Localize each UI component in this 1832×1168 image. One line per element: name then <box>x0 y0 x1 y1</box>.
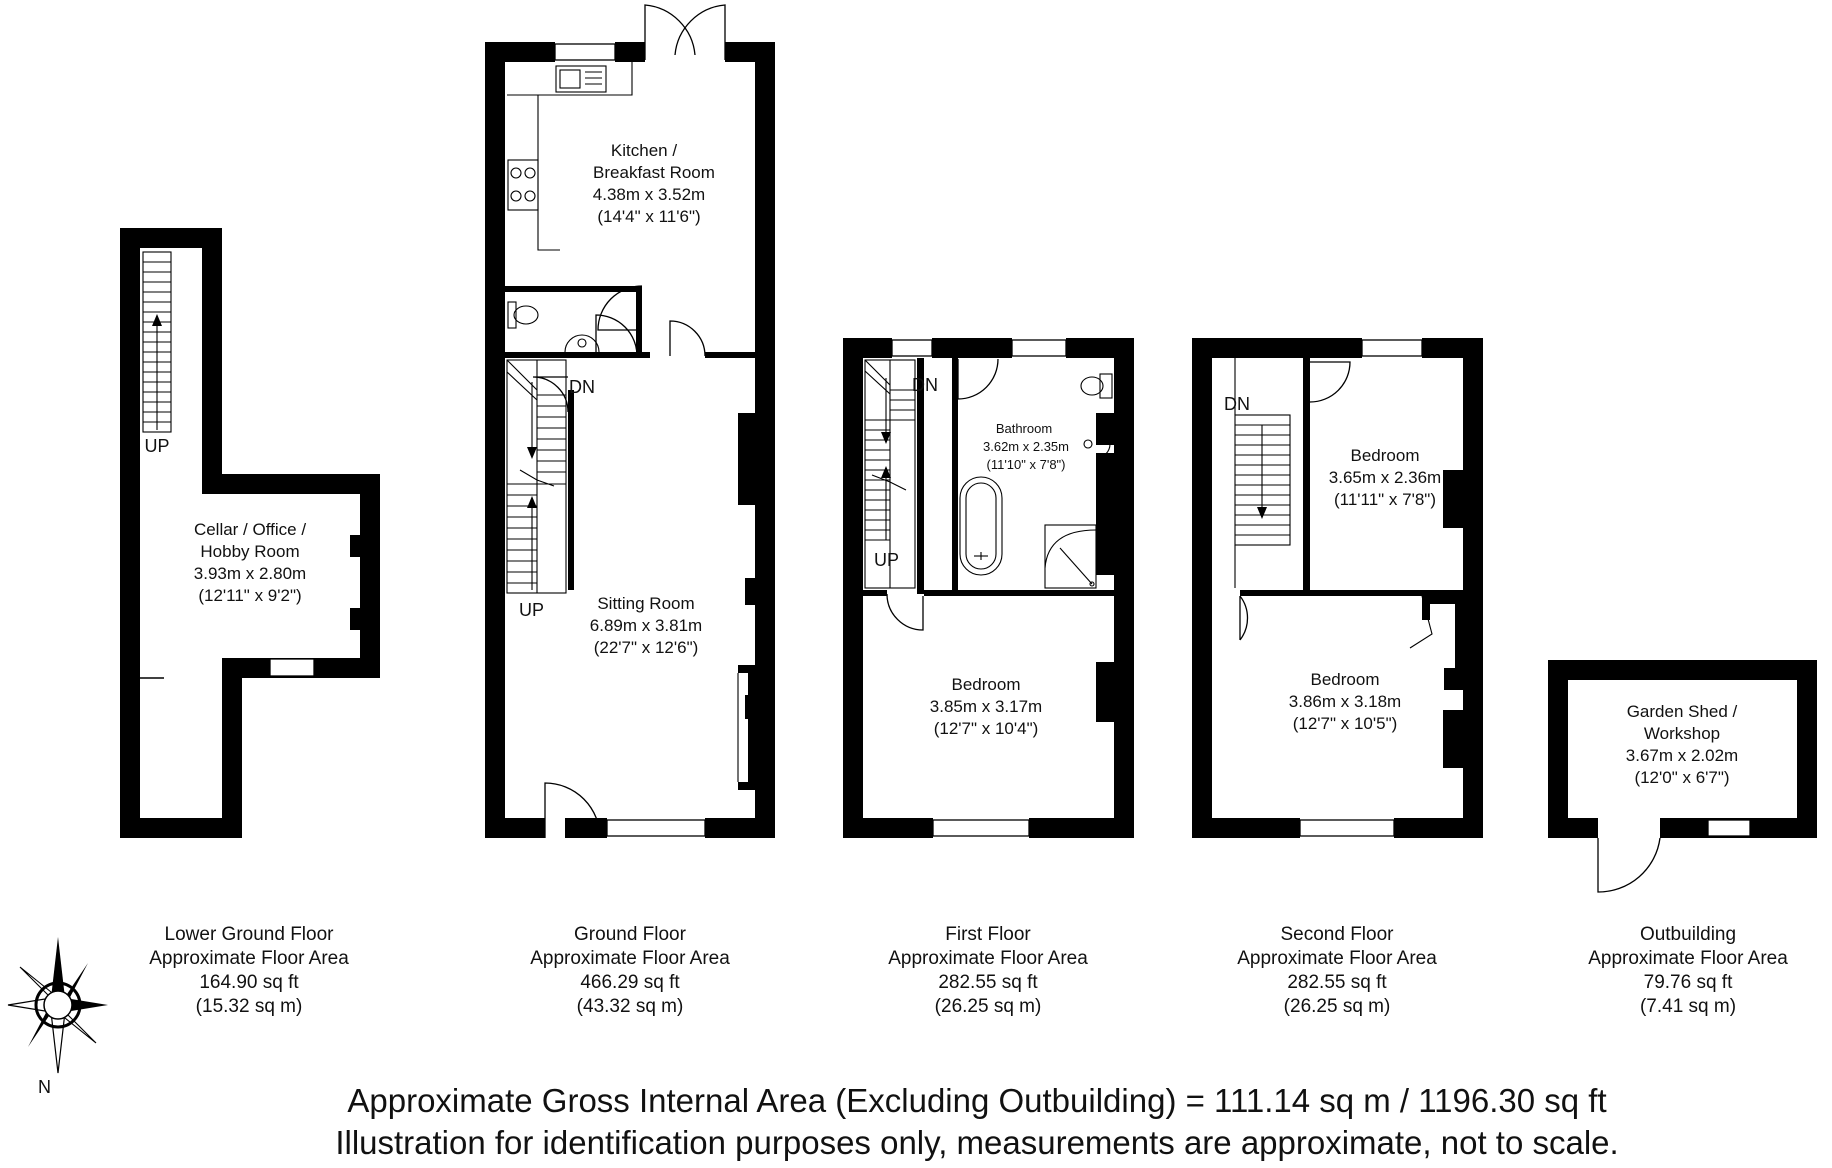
room-metric-size: 3.65m x 2.36m <box>1328 468 1442 487</box>
bathtub-icon <box>960 477 1002 575</box>
floor-area-sqft: 282.55 sq ft <box>938 972 1038 993</box>
second-floor-staircase <box>1235 358 1290 588</box>
sitting-room-window <box>607 820 705 836</box>
room-name: Bedroom <box>951 675 1021 694</box>
chimney-breast <box>350 608 360 630</box>
room-metric-size: 4.38m x 3.52m <box>592 185 706 204</box>
chimney-breast <box>350 535 360 557</box>
first-floor-window <box>892 340 932 356</box>
outbuilding-window <box>1708 820 1750 836</box>
room-name: Hobby Room <box>200 542 300 561</box>
disclaimer-caption: Illustration for identification purposes only, measurements are approximate, not to scale. <box>335 1124 1619 1161</box>
shed-door <box>1598 838 1660 892</box>
room-name: Workshop <box>1643 724 1721 743</box>
stair-label-dn: DN <box>569 377 595 397</box>
floor-area-sqft: 79.76 sq ft <box>1643 972 1733 993</box>
room-name: Kitchen / <box>610 141 678 160</box>
room-name: Bedroom <box>1350 446 1420 465</box>
stair-label-up: UP <box>144 436 170 456</box>
room-name: Bathroom <box>995 421 1053 436</box>
room-name: Breakfast Room <box>593 163 715 182</box>
room-metric-size: 3.67m x 2.02m <box>1625 746 1739 765</box>
room-imperial-size: (11'11" x 7'8") <box>1333 490 1437 509</box>
room-metric-size: 3.86m x 3.18m <box>1288 692 1402 711</box>
first-floor-plan <box>843 338 1134 838</box>
toilet-icon <box>1081 374 1112 398</box>
second-floor-plan <box>1192 338 1483 838</box>
floor-area-sqm: (26.25 sq m) <box>1283 996 1391 1017</box>
floor-name: Second Floor <box>1280 924 1394 945</box>
garden-french-doors <box>645 5 725 60</box>
room-name: Garden Shed / <box>1626 702 1738 721</box>
north-label: N <box>38 1077 51 1097</box>
floor-area-label: Approximate Floor Area <box>530 948 730 969</box>
gross-area-caption: Approximate Gross Internal Area (Excluding Outbuilding) = 111.14 sq m / 1196.30 sq ft <box>347 1082 1607 1119</box>
chimney-breast <box>738 413 755 505</box>
chimney-breast <box>1443 470 1463 528</box>
floor-area-label: Approximate Floor Area <box>1588 948 1788 969</box>
floor-name: Lower Ground Floor <box>164 924 334 945</box>
floor-name: First Floor <box>945 924 1031 945</box>
floor-area-sqft: 466.29 sq ft <box>580 972 680 993</box>
second-floor-walls <box>1192 338 1362 838</box>
ground-floor-walls <box>485 42 555 838</box>
room-name: Sitting Room <box>597 594 695 613</box>
compass-rose-icon <box>8 937 108 1073</box>
room-name: Cellar / Office / <box>193 520 307 539</box>
basin-icon <box>565 335 599 352</box>
floor-area-label: Approximate Floor Area <box>888 948 1088 969</box>
floor-area-sqm: (26.25 sq m) <box>934 996 1042 1017</box>
floor-captions <box>149 924 1788 1017</box>
floor-area-sqm: (7.41 sq m) <box>1639 996 1737 1017</box>
floor-area-label: Approximate Floor Area <box>149 948 349 969</box>
hob-icon <box>508 160 538 210</box>
stair-label-up: UP <box>519 600 545 620</box>
first-floor-window <box>933 820 1029 836</box>
stair-label-up: UP <box>874 550 900 570</box>
stair-label-dn: DN <box>912 375 938 395</box>
floor-area-sqm: (43.32 sq m) <box>576 996 684 1017</box>
toilet-icon <box>508 302 538 328</box>
lower-ground-window <box>270 659 314 676</box>
stair-label-dn: DN <box>1224 394 1250 414</box>
floor-name: Outbuilding <box>1639 924 1737 945</box>
room-imperial-size: (12'11" x 9'2") <box>198 586 302 605</box>
floor-area-sqft: 164.90 sq ft <box>199 972 299 993</box>
ground-floor-plan <box>485 5 775 838</box>
outbuilding-plan <box>1548 660 1817 892</box>
floor-name: Ground Floor <box>574 924 686 945</box>
floor-area-label: Approximate Floor Area <box>1237 948 1437 969</box>
room-metric-size: 3.62m x 2.35m <box>983 439 1069 454</box>
ground-floor-staircase <box>507 360 566 593</box>
chimney-breast <box>1443 710 1463 768</box>
second-floor-window <box>1300 820 1394 836</box>
room-metric-size: 6.89m x 3.81m <box>589 616 703 635</box>
lower-ground-staircase <box>143 252 171 432</box>
shower-icon <box>1045 525 1096 588</box>
floor-area-sqft: 282.55 sq ft <box>1287 972 1387 993</box>
kitchen-window <box>555 44 615 60</box>
floor-area-sqm: (15.32 sq m) <box>195 996 303 1017</box>
room-imperial-size: (12'7" x 10'5") <box>1292 714 1398 733</box>
second-floor-window <box>1362 340 1422 356</box>
room-name: Bedroom <box>1310 670 1380 689</box>
lower-ground-floor-plan <box>120 228 380 838</box>
first-floor-window <box>1012 340 1066 356</box>
room-imperial-size: (22'7" x 12'6") <box>593 638 699 657</box>
room-metric-size: 3.93m x 2.80m <box>193 564 307 583</box>
room-imperial-size: (14'4" x 11'6") <box>597 207 701 226</box>
room-metric-size: 3.85m x 3.17m <box>929 697 1043 716</box>
chimney-breast <box>1096 662 1114 722</box>
room-imperial-size: (12'0" x 6'7") <box>1634 768 1730 787</box>
room-imperial-size: (11'10" x 7'8") <box>986 457 1066 472</box>
room-imperial-size: (12'7" x 10'4") <box>933 719 1039 738</box>
